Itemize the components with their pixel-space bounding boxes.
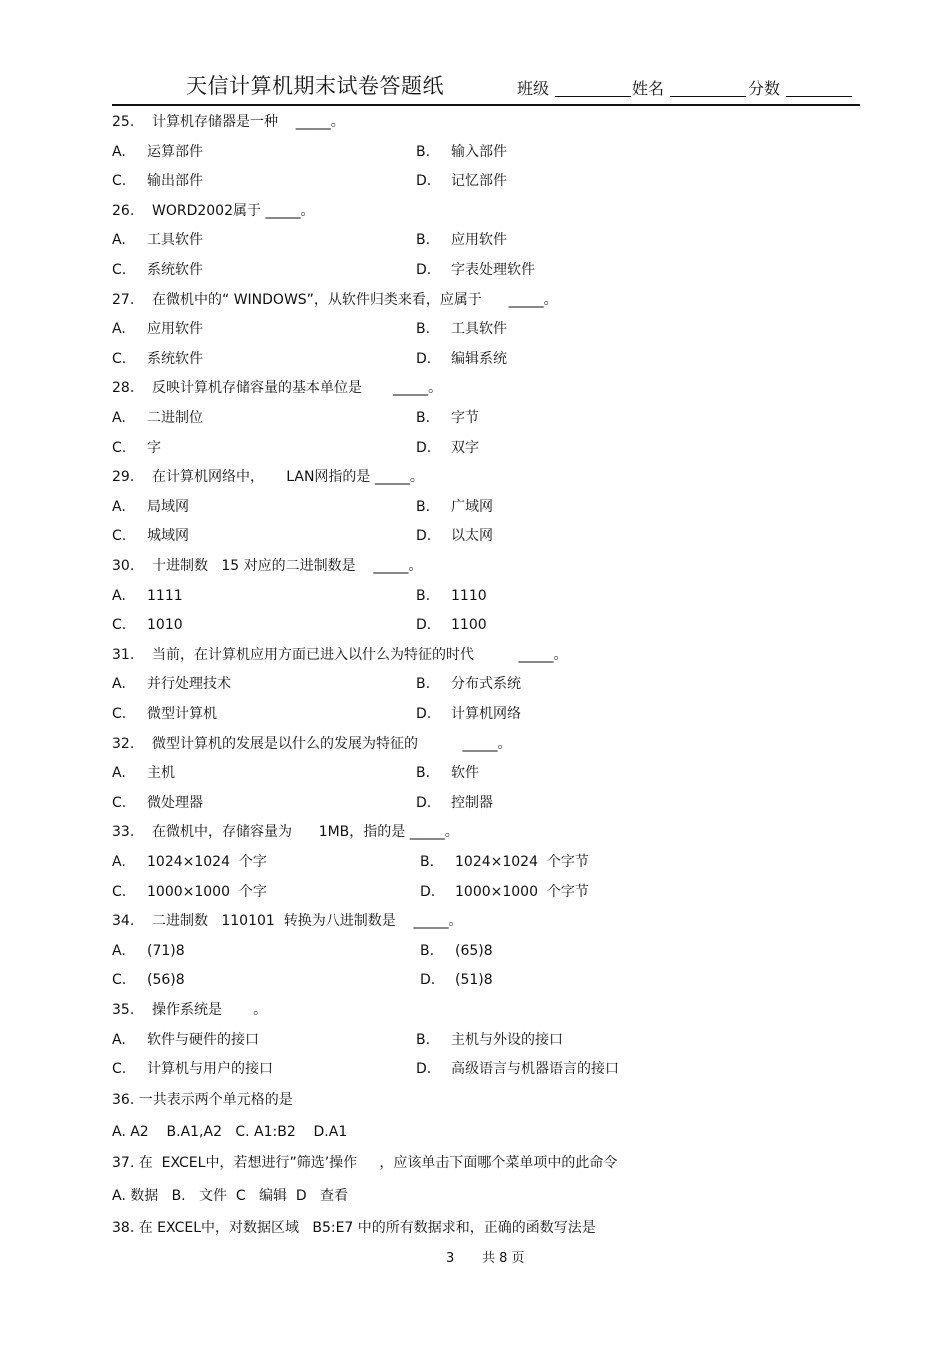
option-letter: B. [420,942,435,959]
option-letter: D. [420,972,436,989]
option-text: 主机 [147,765,175,782]
option-c [112,970,185,990]
option-text: 以太网 [451,528,493,545]
option-d [416,1059,619,1079]
sheet-title: 天信计算机期末试卷答题纸 [186,74,444,98]
question-number: 34. [112,913,135,930]
option-text: 计算机网络 [451,706,521,722]
option-b [420,852,589,872]
option-text: 系统软件 [147,262,203,278]
option-d [416,793,493,813]
option-a [112,674,231,694]
option-b [416,763,479,783]
option-a [112,586,183,606]
option-letter: C. [112,972,127,989]
option-letter: D. [416,262,432,278]
option-text: 主机与外设的接口 [451,1031,563,1048]
option-letter: A. [112,854,126,870]
option-text: 记忆部件 [451,173,507,190]
question-stem [112,467,424,487]
option-c [112,349,203,369]
option-letter: C. [112,617,127,634]
option-text: 1010 [147,617,183,634]
option-text: 工具软件 [451,321,507,338]
option-text: 双字 [451,439,479,456]
option-text: 高级语言与机器语言的接口 [451,1061,619,1078]
option-text: 城域网 [147,528,189,545]
name-label: 姓名 [632,79,665,98]
option-text: 1000×1000 个字节 [455,883,589,900]
option-letter: A. [112,143,126,160]
option-c [112,615,183,635]
option-c [112,171,203,191]
option-letter: D. [416,617,432,634]
option-d [416,438,479,458]
question-stem [112,911,463,931]
option-b [416,142,507,162]
option-letter: C. [112,439,127,456]
option-d [416,349,507,369]
option-letter: D. [420,883,436,900]
option-c [112,260,203,280]
question-number: 35. [112,1002,135,1018]
option-d [416,171,507,191]
option-text: 控制器 [451,794,493,811]
page-number: 3 [446,1251,455,1266]
option-letter: A. [112,1031,126,1048]
option-line: A. A2 B.A1,A2 C. A1:B2 D.A1 [112,1124,348,1140]
question-text: 计算机存储器是一种 _____。 [152,114,345,130]
question-text: 操作系统是 。 [152,1002,268,1018]
option-a [112,852,267,872]
option-text: (51)8 [455,972,493,989]
option-d [420,882,589,902]
option-b [416,586,487,606]
option-letter: A. [112,498,126,515]
option-a [112,763,175,783]
option-c [112,526,189,546]
option-text: 字 [147,439,161,456]
option-b [420,941,493,961]
question-number: 25. [112,114,135,130]
question-stem [112,645,568,665]
option-letter: D. [416,1061,432,1078]
question-stem [112,556,422,576]
question-number: 27. [112,291,135,308]
option-text: 局域网 [147,498,189,515]
option-text: 1024×1024 个字 [147,854,267,870]
option-letter: C. [112,794,127,811]
option-text: (65)8 [455,942,493,959]
question-line: 38. 在 EXCEL中，对数据区域 B5:E7 中的所有数据求和，正确的函数写法是 [112,1220,596,1236]
score-label: 分数 [748,79,781,98]
option-a [112,941,185,961]
option-text: 软件与硬件的接口 [147,1031,259,1048]
question-text: 当前，在计算机应用方面已进入以什么为特征的时代 _____。 [152,646,568,663]
option-letter: C. [112,528,127,545]
option-b [416,674,521,694]
question-text: 反映计算机存储容量的基本单位是 _____。 [152,380,443,397]
option-text: 微型计算机 [147,706,217,722]
question-stem [112,378,442,398]
option-d [416,704,521,724]
question-line: 36. 一共表示两个单元格的是 [112,1092,293,1108]
option-text: 并行处理技术 [147,676,231,693]
question-line: 37. 在 EXCEL中，若想进行”筛选’操作 ，应该单击下面哪个菜单项中的此命令 [112,1155,618,1171]
question-number: 32. [112,735,135,752]
question-text: 在计算机网络中， LAN网指的是 _____。 [152,469,424,486]
question-number: 29. [112,469,135,486]
option-text: 软件 [451,765,479,782]
option-letter: D. [416,528,432,545]
question-number: 28. [112,380,135,397]
option-c [112,882,267,902]
option-text: 输入部件 [451,143,507,160]
option-a [112,142,203,162]
option-letter: B. [416,232,431,249]
option-line: A. 数据 B. 文件 C 编辑 D 查看 [112,1188,349,1204]
question-text: 十进制数 15 对应的二进制数是 _____。 [152,558,423,574]
option-text: 字表处理软件 [451,262,535,278]
option-letter: B. [416,143,431,160]
option-a [112,408,203,428]
option-text: 应用软件 [451,232,507,249]
option-d [420,970,493,990]
option-text: 应用软件 [147,321,203,338]
option-text: 微处理器 [147,794,203,811]
option-letter: D. [416,439,432,456]
option-letter: B. [416,1031,431,1048]
question-number: 31. [112,646,135,663]
option-letter: D. [416,173,432,190]
page-footer [0,1250,950,1268]
question-number: 26. [112,202,135,219]
option-text: 分布式系统 [451,676,521,693]
question-text: WORD2002属于 _____。 [152,202,315,219]
class-label: 班级 [517,79,550,98]
option-text: (56)8 [147,972,185,989]
option-letter: A. [112,587,126,604]
option-letter: B. [420,854,435,870]
question-stem [112,1000,267,1020]
question-stem [112,822,459,842]
option-letter: A. [112,676,126,693]
option-text: 二进制位 [147,410,203,426]
option-text: 工具软件 [147,232,203,249]
question-text: 在微机中，存储容量为 1MB，指的是 _____。 [152,824,459,841]
option-d [416,615,487,635]
option-letter: B. [416,410,431,426]
option-letter: C. [112,706,127,722]
question-stem [112,201,314,221]
option-letter: A. [112,321,126,338]
option-b [416,1030,563,1050]
option-text: 广域网 [451,498,493,515]
option-letter: C. [112,350,127,367]
option-letter: C. [112,262,127,278]
question-text: 微型计算机的发展是以什么的发展为特征的 _____。 [152,735,512,752]
option-letter: B. [416,321,431,338]
option-text: 输出部件 [147,173,203,190]
option-letter: B. [416,587,431,604]
option-c [112,793,203,813]
option-d [416,526,493,546]
question-stem [112,112,345,132]
option-letter: A. [112,232,126,249]
option-text: (71)8 [147,942,185,959]
option-letter: C. [112,1061,127,1078]
question-text: 在微机中的“ WINDOWS”，从软件归类来看，应属于 _____。 [152,291,558,308]
option-b [416,497,493,517]
option-text: 1111 [147,587,183,604]
option-a [112,497,189,517]
option-letter: A. [112,942,126,959]
question-number: 30. [112,558,135,574]
question-number: 33. [112,824,135,841]
option-letter: A. [112,410,126,426]
option-d [416,260,535,280]
option-b [416,230,507,250]
option-letter: C. [112,883,127,900]
option-a [112,1030,259,1050]
option-letter: B. [416,498,431,515]
option-a [112,230,203,250]
option-text: 1000×1000 个字 [147,883,267,900]
option-letter: A. [112,765,126,782]
option-text: 系统软件 [147,350,203,367]
option-c [112,438,161,458]
option-c [112,704,217,724]
option-text: 字节 [451,410,479,426]
question-stem [112,290,558,310]
option-text: 1110 [451,587,487,604]
option-letter: B. [416,676,431,693]
option-text: 编辑系统 [451,350,507,367]
option-letter: D. [416,794,432,811]
option-text: 1024×1024 个字节 [455,854,589,870]
option-letter: D. [416,706,432,722]
option-text: 1100 [451,617,487,634]
page-total: 共 8 页 [482,1251,525,1266]
option-c [112,1059,273,1079]
option-letter: C. [112,173,127,190]
option-text: 运算部件 [147,143,203,160]
option-b [416,319,507,339]
question-stem [112,734,512,754]
question-text: 二进制数 110101 转换为八进制数是 _____。 [152,913,463,930]
option-letter: D. [416,350,432,367]
option-text: 计算机与用户的接口 [147,1061,273,1078]
option-b [416,408,479,428]
option-a [112,319,203,339]
option-letter: B. [416,765,431,782]
